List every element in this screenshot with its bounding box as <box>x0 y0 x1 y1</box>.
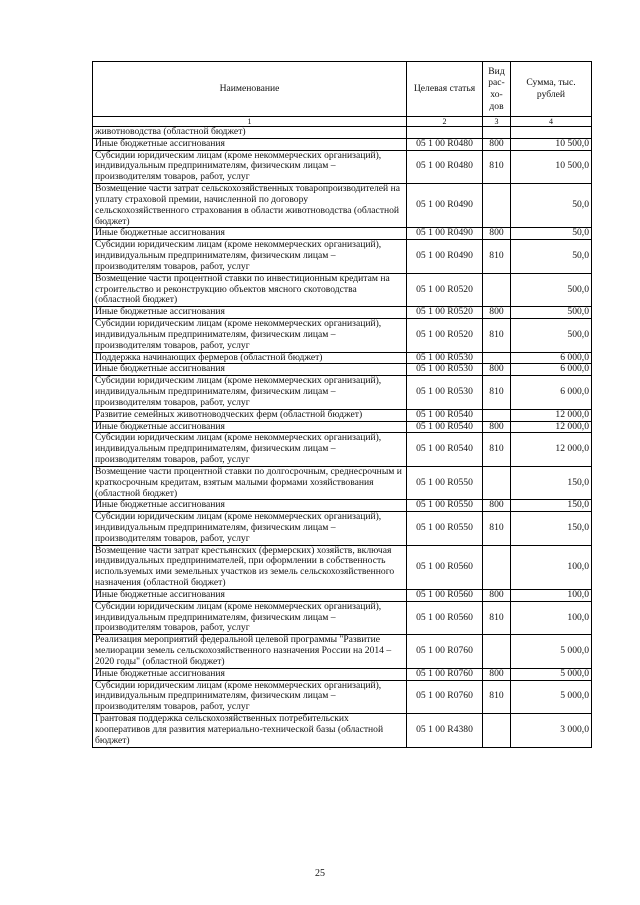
row-name-cell: животноводства (областной бюджет) <box>93 127 407 139</box>
row-type-cell <box>483 714 511 747</box>
table-row <box>93 512 592 545</box>
row-name-cell: Иные бюджетные ассигнования <box>93 589 407 601</box>
row-sum-cell: 50,0 <box>511 240 592 273</box>
table-row <box>93 184 592 228</box>
row-name-cell: Иные бюджетные ассигнования <box>93 307 407 319</box>
table-row <box>93 138 592 150</box>
page-number: 25 <box>315 868 325 879</box>
table-row <box>93 273 592 306</box>
row-type-cell <box>483 273 511 306</box>
row-sum-cell: 10 500,0 <box>511 150 592 183</box>
row-code-cell: 05 1 00 R0760 <box>407 635 483 668</box>
row-name-cell: Развитие семейных животноводческих ферм (областной бюджет) <box>93 409 407 421</box>
row-sum-cell: 100,0 <box>511 601 592 634</box>
row-sum-cell: 3 000,0 <box>511 714 592 747</box>
row-code-cell: 05 1 00 R0760 <box>407 668 483 680</box>
row-name-cell: Грантовая поддержка сельскохозяйственных потребительских кооперативов для развития материально-технической базы (областной бюджет) <box>93 714 407 747</box>
row-code-cell: 05 1 00 R0490 <box>407 240 483 273</box>
row-type-cell: 810 <box>483 240 511 273</box>
row-type-cell: 810 <box>483 601 511 634</box>
row-type-cell <box>483 635 511 668</box>
row-sum-cell: 500,0 <box>511 319 592 352</box>
row-sum-cell: 12 000,0 <box>511 433 592 466</box>
header-type: Вид рас-хо-дов <box>483 62 511 117</box>
table-body <box>93 127 592 748</box>
table-row <box>93 376 592 409</box>
table-row <box>93 240 592 273</box>
row-name-cell: Субсидии юридическим лицам (кроме некоммерческих организаций), индивидуальным предпринимателям, физическим лицам – производителям товаров, работ, услуг <box>93 376 407 409</box>
row-name-cell: Реализация мероприятий федеральной целевой программы "Развитие мелиорации земель сельскохозяйственного назначения России на 2014 – 2020 годы" (областной бюджет) <box>93 635 407 668</box>
row-sum-cell: 12 000,0 <box>511 409 592 421</box>
row-sum-cell: 150,0 <box>511 466 592 499</box>
row-code-cell: 05 1 00 R0530 <box>407 352 483 364</box>
table-row <box>93 589 592 601</box>
row-type-cell: 800 <box>483 307 511 319</box>
header-code: Целевая статья <box>407 62 483 117</box>
row-code-cell: 05 1 00 R0490 <box>407 184 483 228</box>
row-code-cell: 05 1 00 R0550 <box>407 500 483 512</box>
row-type-cell <box>483 545 511 589</box>
row-name-cell: Возмещение части затрат сельскохозяйственных товаропроизводителей на уплату страховой премии, начисленной по договору сельскохозяйственного страхования в области животноводства (областной бюджет) <box>93 184 407 228</box>
row-name-cell: Возмещение части процентной ставки по инвестиционным кредитам на строительство и реконструкцию объектов мясного скотоводства (областной бюджет) <box>93 273 407 306</box>
row-code-cell: 05 1 00 R0520 <box>407 319 483 352</box>
column-index: 4 <box>511 117 592 127</box>
table-row <box>93 421 592 433</box>
row-name-cell: Субсидии юридическим лицам (кроме некоммерческих организаций), индивидуальным предпринимателям, физическим лицам – производителям товаров, работ, услуг <box>93 319 407 352</box>
row-sum-cell: 6 000,0 <box>511 364 592 376</box>
table-row <box>93 668 592 680</box>
row-type-cell: 800 <box>483 138 511 150</box>
row-code-cell: 05 1 00 R0540 <box>407 421 483 433</box>
table-row <box>93 680 592 713</box>
row-name-cell: Субсидии юридическим лицам (кроме некоммерческих организаций), индивидуальным предпринимателям, физическим лицам – производителям товаров, работ, услуг <box>93 680 407 713</box>
row-name-cell: Субсидии юридическим лицам (кроме некоммерческих организаций), индивидуальным предпринимателям, физическим лицам – производителям товаров, работ, услуг <box>93 433 407 466</box>
row-sum-cell: 150,0 <box>511 500 592 512</box>
table-row <box>93 433 592 466</box>
row-type-cell: 800 <box>483 228 511 240</box>
row-name-cell: Субсидии юридическим лицам (кроме некоммерческих организаций), индивидуальным предпринимателям, физическим лицам – производителям товаров, работ, услуг <box>93 240 407 273</box>
row-type-cell: 810 <box>483 512 511 545</box>
table-row <box>93 714 592 747</box>
row-type-cell: 800 <box>483 364 511 376</box>
row-name-cell: Иные бюджетные ассигнования <box>93 421 407 433</box>
row-sum-cell: 100,0 <box>511 545 592 589</box>
row-type-cell: 810 <box>483 376 511 409</box>
row-type-cell <box>483 127 511 139</box>
row-type-cell: 810 <box>483 680 511 713</box>
table-row <box>93 466 592 499</box>
table-row <box>93 635 592 668</box>
column-index-row <box>93 117 592 127</box>
row-name-cell: Иные бюджетные ассигнования <box>93 138 407 150</box>
table-row <box>93 545 592 589</box>
table-row <box>93 364 592 376</box>
row-sum-cell: 100,0 <box>511 589 592 601</box>
table-row <box>93 500 592 512</box>
table-row <box>93 228 592 240</box>
row-name-cell: Субсидии юридическим лицам (кроме некоммерческих организаций), индивидуальным предпринимателям, физическим лицам – производителям товаров, работ, услуг <box>93 601 407 634</box>
row-code-cell: 05 1 00 R0560 <box>407 601 483 634</box>
column-index: 3 <box>483 117 511 127</box>
row-code-cell: 05 1 00 R0540 <box>407 433 483 466</box>
row-type-cell: 810 <box>483 150 511 183</box>
table-row <box>93 307 592 319</box>
row-name-cell: Субсидии юридическим лицам (кроме некоммерческих организаций), индивидуальным предпринимателям, физическим лицам – производителям товаров, работ, услуг <box>93 150 407 183</box>
row-name-cell: Субсидии юридическим лицам (кроме некоммерческих организаций), индивидуальным предпринимателям, физическим лицам – производителям товаров, работ, услуг <box>93 512 407 545</box>
row-code-cell: 05 1 00 R0480 <box>407 138 483 150</box>
row-sum-cell: 150,0 <box>511 512 592 545</box>
row-code-cell: 05 1 00 R0560 <box>407 545 483 589</box>
table-row <box>93 150 592 183</box>
row-type-cell: 810 <box>483 319 511 352</box>
row-type-cell <box>483 184 511 228</box>
table-header-row <box>93 62 592 117</box>
row-sum-cell <box>511 127 592 139</box>
row-code-cell: 05 1 00 R4380 <box>407 714 483 747</box>
row-type-cell: 800 <box>483 500 511 512</box>
row-code-cell: 05 1 00 R0480 <box>407 150 483 183</box>
row-code-cell: 05 1 00 R0530 <box>407 376 483 409</box>
row-name-cell: Иные бюджетные ассигнования <box>93 500 407 512</box>
row-code-cell: 05 1 00 R0520 <box>407 307 483 319</box>
table-row <box>93 352 592 364</box>
row-code-cell: 05 1 00 R0520 <box>407 273 483 306</box>
row-sum-cell: 5 000,0 <box>511 635 592 668</box>
row-sum-cell: 500,0 <box>511 273 592 306</box>
row-name-cell: Иные бюджетные ассигнования <box>93 668 407 680</box>
row-code-cell: 05 1 00 R0560 <box>407 589 483 601</box>
header-name: Наименование <box>93 62 407 117</box>
row-type-cell: 800 <box>483 421 511 433</box>
row-name-cell: Иные бюджетные ассигнования <box>93 228 407 240</box>
row-code-cell: 05 1 00 R0490 <box>407 228 483 240</box>
row-type-cell: 810 <box>483 433 511 466</box>
row-type-cell: 800 <box>483 589 511 601</box>
row-code-cell <box>407 127 483 139</box>
row-code-cell: 05 1 00 R0550 <box>407 512 483 545</box>
row-sum-cell: 5 000,0 <box>511 680 592 713</box>
row-sum-cell: 10 500,0 <box>511 138 592 150</box>
row-name-cell: Поддержка начинающих фермеров (областной бюджет) <box>93 352 407 364</box>
row-type-cell: 800 <box>483 668 511 680</box>
column-index: 2 <box>407 117 483 127</box>
row-code-cell: 05 1 00 R0760 <box>407 680 483 713</box>
table-row <box>93 409 592 421</box>
header-sum: Сумма, тыс. рублей <box>511 62 592 117</box>
row-sum-cell: 50,0 <box>511 184 592 228</box>
row-sum-cell: 50,0 <box>511 228 592 240</box>
table-row <box>93 127 592 139</box>
row-name-cell: Иные бюджетные ассигнования <box>93 364 407 376</box>
row-code-cell: 05 1 00 R0550 <box>407 466 483 499</box>
row-sum-cell: 5 000,0 <box>511 668 592 680</box>
row-type-cell <box>483 466 511 499</box>
row-name-cell: Возмещение части процентной ставки по долгосрочным, среднесрочным и краткосрочным кредитам, взятым малыми формами хозяйствования (областной бюджет) <box>93 466 407 499</box>
row-code-cell: 05 1 00 R0540 <box>407 409 483 421</box>
column-index: 1 <box>93 117 407 127</box>
row-sum-cell: 12 000,0 <box>511 421 592 433</box>
row-type-cell <box>483 409 511 421</box>
budget-table <box>92 61 592 748</box>
row-name-cell: Возмещение части затрат крестьянских (фермерских) хозяйств, включая индивидуальных предпринимателей, при оформлении в собственность используемых ими земельных участков из земель сельскохозяйственного назначения (областной бюджет) <box>93 545 407 589</box>
row-sum-cell: 500,0 <box>511 307 592 319</box>
row-code-cell: 05 1 00 R0530 <box>407 364 483 376</box>
row-type-cell <box>483 352 511 364</box>
row-sum-cell: 6 000,0 <box>511 352 592 364</box>
table-row <box>93 601 592 634</box>
table-row <box>93 319 592 352</box>
row-sum-cell: 6 000,0 <box>511 376 592 409</box>
